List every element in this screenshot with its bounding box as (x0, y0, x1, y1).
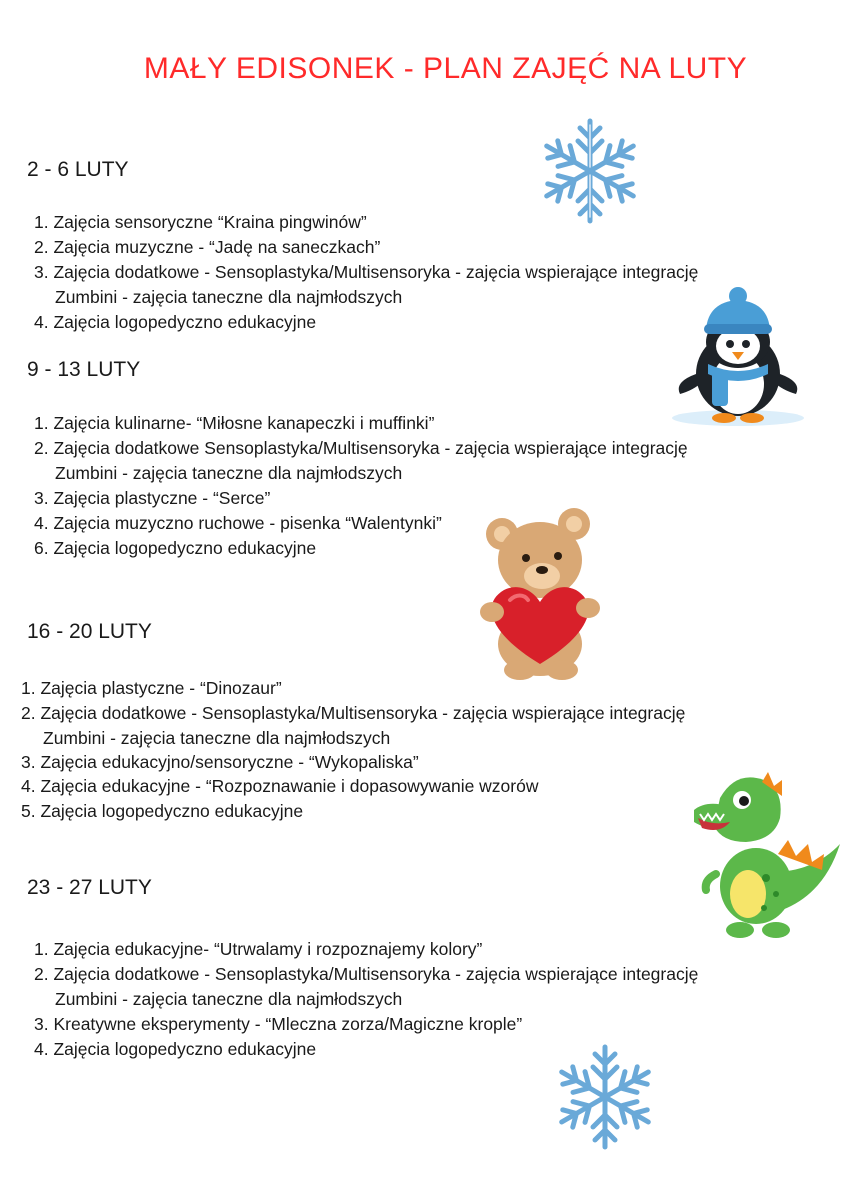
list-item: Zumbini - zajęcia taneczne dla najmłodszych (43, 728, 391, 748)
list-item: 2. Zajęcia muzyczne - “Jadę na saneczkach” (34, 237, 381, 257)
teddy-bear-heart-icon (470, 504, 610, 684)
page-title: MAŁY EDISONEK - PLAN ZAJĘĆ NA LUTY (143, 52, 748, 85)
list-item: 3. Zajęcia dodatkowe - Sensoplastyka/Multisensoryka - zajęcia wspierające integrację (34, 262, 699, 282)
list-item: 3. Zajęcia edukacyjno/sensoryczne - “Wykopaliska” (21, 752, 419, 772)
snowflake-icon (536, 112, 644, 230)
snowflake-icon (552, 1038, 658, 1156)
list-item: 3. Kreatywne eksperymenty - “Mleczna zorza/Magiczne krople” (34, 1014, 523, 1034)
list-item: Zumbini - zajęcia taneczne dla najmłodszych (55, 463, 403, 483)
list-item: 1. Zajęcia plastyczne - “Dinozaur” (21, 678, 282, 698)
week-heading: 16 - 20 LUTY (27, 620, 152, 643)
list-item: 4. Zajęcia logopedyczno edukacyjne (34, 312, 317, 332)
list-item: Zumbini - zajęcia taneczne dla najmłodszych (55, 287, 403, 307)
week-heading: 9 - 13 LUTY (27, 358, 141, 381)
dinosaur-icon (686, 770, 844, 942)
list-item: 1. Zajęcia sensoryczne “Kraina pingwinów” (34, 212, 367, 232)
penguin-icon (668, 284, 808, 430)
week-heading: 23 - 27 LUTY (27, 876, 152, 899)
list-item: 4. Zajęcia logopedyczno edukacyjne (34, 1039, 317, 1059)
list-item: Zumbini - zajęcia taneczne dla najmłodszych (55, 989, 403, 1009)
list-item: 4. Zajęcia muzyczno ruchowe - pisenka “Walentynki” (34, 513, 442, 533)
list-item: 6. Zajęcia logopedyczno edukacyjne (34, 538, 317, 558)
list-item: 3. Zajęcia plastyczne - “Serce” (34, 488, 271, 508)
list-item: 5. Zajęcia logopedyczno edukacyjne (21, 801, 304, 821)
list-item: 2. Zajęcia dodatkowe Sensoplastyka/Multisensoryka - zajęcia wspierające integrację (34, 438, 688, 458)
list-item: 4. Zajęcia edukacyjne - “Rozpoznawanie i dopasowywanie wzorów (21, 776, 539, 796)
list-item: 1. Zajęcia edukacyjne- “Utrwalamy i rozpoznajemy kolory” (34, 939, 483, 959)
list-item: 1. Zajęcia kulinarne- “Miłosne kanapeczki i muffinki” (34, 413, 435, 433)
week-heading: 2 - 6 LUTY (27, 158, 129, 181)
list-item: 2. Zajęcia dodatkowe - Sensoplastyka/Multisensoryka - zajęcia wspierające integrację (34, 964, 699, 984)
list-item: 2. Zajęcia dodatkowe - Sensoplastyka/Multisensoryka - zajęcia wspierające integrację (21, 703, 686, 723)
